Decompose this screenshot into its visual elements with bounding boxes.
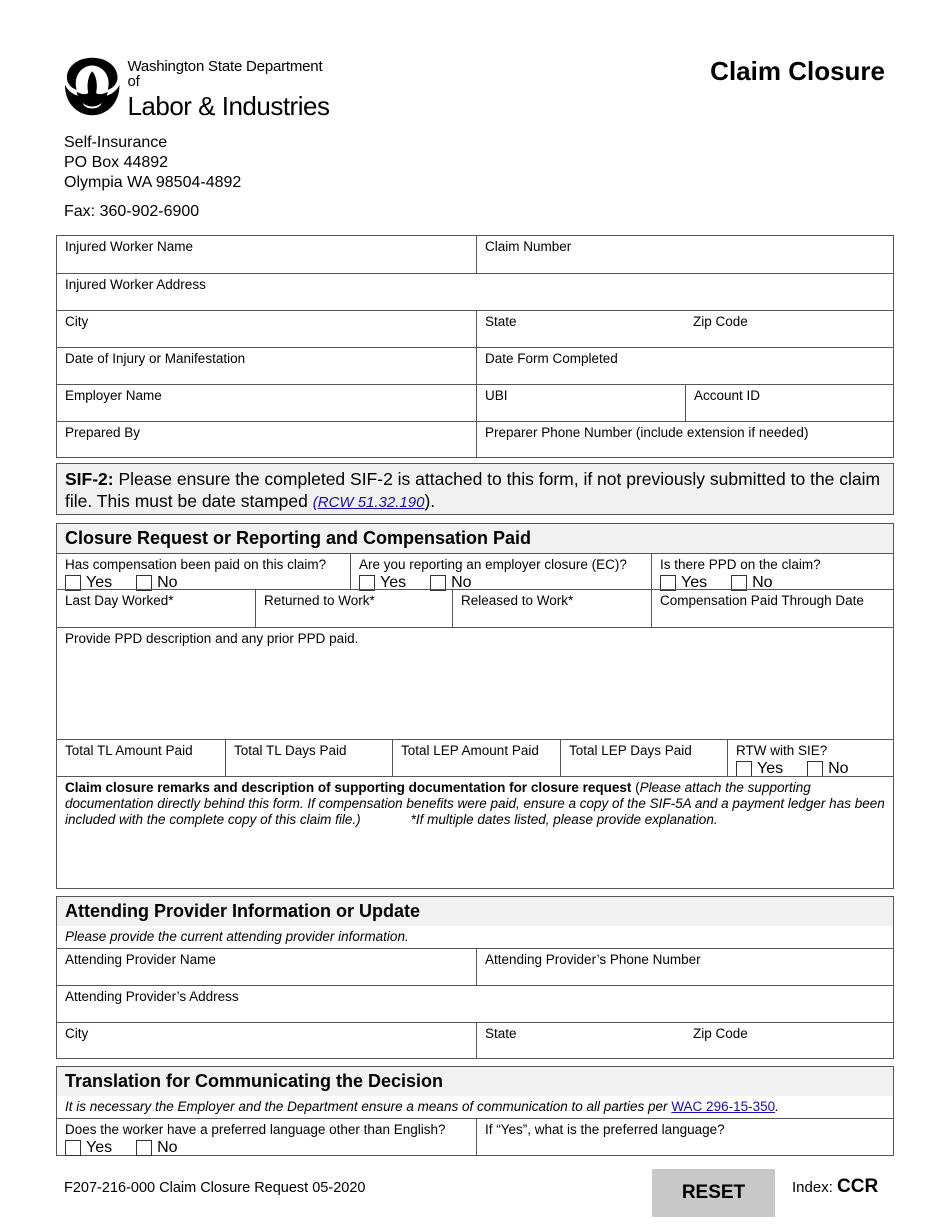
date-of-injury-field[interactable] [57, 348, 476, 384]
address-line3: Olympia WA 98504-4892 [64, 174, 242, 191]
address-line1: Self-Insurance [64, 134, 168, 151]
lep-amount-label: Total LEP Amount Paid [401, 743, 539, 758]
preparer-phone-label: Preparer Phone Number (include extension if needed) [485, 425, 809, 440]
date-of-injury-label: Date of Injury or Manifestation [65, 351, 246, 366]
provider-section-title: Attending Provider Information or Update [57, 897, 893, 926]
sif2-label: SIF-2: [65, 469, 114, 489]
provider-zip-label: Zip Code [693, 1026, 748, 1041]
form-index [792, 1176, 878, 1198]
rtw-yes-checkbox[interactable] [736, 761, 752, 777]
translation-section-instructions [57, 1096, 893, 1118]
provider-address-label: Attending Provider’s Address [65, 989, 239, 1004]
remarks-paren: ( [631, 780, 640, 795]
translation-instructions-end: . [775, 1099, 779, 1114]
rtw-question [727, 740, 893, 776]
prepared-by-field[interactable] [57, 422, 476, 457]
lni-logo-icon [63, 55, 121, 117]
remarks-heading: Claim closure remarks and description of supporting documentation for closure request [65, 780, 632, 795]
closure-remarks-field[interactable] [57, 777, 893, 888]
which-language-field[interactable] [476, 1119, 893, 1155]
employer-name-field[interactable] [57, 385, 476, 421]
fax-number: Fax: 360-902-6900 [64, 203, 200, 220]
rcw-link-open: ( [312, 494, 318, 511]
employer-closure-question [350, 554, 651, 589]
preferred-language-no-checkbox[interactable] [136, 1140, 152, 1156]
logo-line2: Labor & Industries [127, 91, 330, 121]
rtw-no-checkbox[interactable] [807, 761, 823, 777]
preferred-language-label: Does the worker have a preferred language other than English? [65, 1122, 446, 1137]
remarks-dates-note: *If multiple dates listed, please provide explanation. [410, 812, 718, 827]
preferred-language-no-label: No [157, 1139, 178, 1156]
comp-paid-through-field[interactable] [651, 590, 893, 627]
tl-days-label: Total TL Days Paid [234, 743, 347, 758]
account-id-label: Account ID [694, 388, 761, 403]
employer-closure-label: Are you reporting an employer closure (EC)? [359, 557, 627, 572]
provider-zip-field[interactable] [685, 1023, 893, 1058]
closure-section [56, 523, 894, 889]
employer-closure-yes-label: Yes [380, 574, 407, 591]
released-to-work-field[interactable] [452, 590, 651, 627]
rtw-no-label: No [828, 760, 849, 777]
employer-name-label: Employer Name [65, 388, 162, 403]
address-line2: PO Box 44892 [64, 154, 169, 171]
tl-days-field[interactable] [225, 740, 392, 776]
ubi-field[interactable] [476, 385, 685, 421]
ppd-description-field[interactable] [57, 628, 893, 739]
date-form-completed-field[interactable] [476, 348, 893, 384]
page-title: Claim Closure [710, 56, 885, 86]
ppd-description-label: Provide PPD description and any prior PPD paid. [65, 631, 359, 646]
form-number: F207-216-000 Claim Closure Request 05-2020 [64, 1180, 366, 1196]
closure-section-title: Closure Request or Reporting and Compensation Paid [57, 524, 893, 553]
provider-address-field[interactable] [57, 986, 893, 1022]
provider-section-instructions: Please provide the current attending provider information. [57, 926, 893, 948]
injured-worker-address-label: Injured Worker Address [65, 277, 206, 292]
injured-worker-address-field[interactable] [57, 274, 893, 310]
preferred-language-question [57, 1119, 476, 1155]
provider-city-field[interactable] [57, 1023, 476, 1058]
lep-days-label: Total LEP Days Paid [569, 743, 692, 758]
index-label: Index: [792, 1179, 838, 1196]
remarks-instructions: Please attach the supporting documentation directly behind this form. If compensation benefits were paid, ensure a copy of the SIF-5A and a payment ledger has been included with the complete copy of this claim file.) [65, 780, 885, 827]
lep-days-field[interactable] [560, 740, 727, 776]
zip-code-label: Zip Code [693, 314, 748, 329]
returned-to-work-field[interactable] [255, 590, 452, 627]
compensation-paid-yes-label: Yes [86, 574, 113, 591]
provider-name-label: Attending Provider Name [65, 952, 216, 967]
rtw-yes-label: Yes [757, 760, 784, 777]
injured-worker-name-label: Injured Worker Name [65, 239, 194, 254]
date-form-completed-label: Date Form Completed [485, 351, 618, 366]
zip-code-field[interactable] [685, 311, 893, 347]
translation-section-title: Translation for Communicating the Decision [57, 1067, 893, 1096]
ppd-yes-label: Yes [681, 574, 708, 591]
ppd-label: Is there PPD on the claim? [660, 557, 821, 572]
claim-number-field[interactable] [476, 236, 893, 273]
provider-phone-field[interactable] [476, 949, 893, 985]
state-field[interactable] [476, 311, 685, 347]
provider-name-field[interactable] [57, 949, 476, 985]
injured-worker-name-field[interactable] [57, 236, 476, 273]
city-label: City [65, 314, 89, 329]
last-day-worked-field[interactable] [57, 590, 255, 627]
ppd-no-label: No [752, 574, 773, 591]
preferred-language-yes-checkbox[interactable] [65, 1140, 81, 1156]
state-label: State [485, 314, 517, 329]
provider-city-label: City [65, 1026, 89, 1041]
ubi-label: UBI [485, 388, 508, 403]
comp-paid-through-label: Compensation Paid Through Date [660, 593, 864, 608]
last-day-worked-label: Last Day Worked* [65, 593, 174, 608]
preferred-language-yes-label: Yes [86, 1139, 113, 1156]
agency-logo [63, 54, 333, 121]
released-to-work-label: Released to Work* [461, 593, 574, 608]
worker-info-section [56, 235, 894, 458]
preparer-phone-field[interactable] [476, 422, 893, 457]
sif2-notice [56, 463, 894, 515]
compensation-paid-label: Has compensation been paid on this claim? [65, 557, 327, 572]
tl-amount-label: Total TL Amount Paid [65, 743, 193, 758]
reset-button[interactable]: RESET [652, 1169, 775, 1217]
provider-state-label: State [485, 1026, 517, 1041]
logo-line1: Washington State Department of [127, 58, 323, 90]
compensation-paid-no-label: No [157, 574, 178, 591]
provider-section [56, 896, 894, 1059]
sif2-text: Please ensure the completed SIF-2 is attached to this form, if not previously submitted to the claim file. This must be date stamped [65, 469, 881, 511]
rtw-label: RTW with SIE? [736, 743, 828, 758]
rcw-link-close-paren: ). [424, 491, 436, 511]
ppd-question [651, 554, 893, 589]
prepared-by-label: Prepared By [65, 425, 141, 440]
claim-number-label: Claim Number [485, 239, 572, 254]
provider-phone-label: Attending Provider’s Phone Number [485, 952, 701, 967]
translation-section [56, 1066, 894, 1156]
city-field[interactable] [57, 311, 476, 347]
employer-closure-no-label: No [451, 574, 472, 591]
which-language-label: If “Yes”, what is the preferred language? [485, 1122, 725, 1137]
wac-link[interactable]: WAC 296-15-350 [671, 1099, 776, 1114]
lep-amount-field[interactable] [392, 740, 560, 776]
account-id-field[interactable] [685, 385, 893, 421]
compensation-paid-question [57, 554, 350, 589]
provider-state-field[interactable] [476, 1023, 685, 1058]
translation-instructions-text: It is necessary the Employer and the Department ensure a means of communication to all parties per [65, 1099, 672, 1114]
returned-to-work-label: Returned to Work* [264, 593, 375, 608]
rcw-link[interactable]: RCW 51.32.190 [317, 494, 425, 511]
tl-amount-field[interactable] [57, 740, 225, 776]
index-value: CCR [837, 1176, 879, 1197]
